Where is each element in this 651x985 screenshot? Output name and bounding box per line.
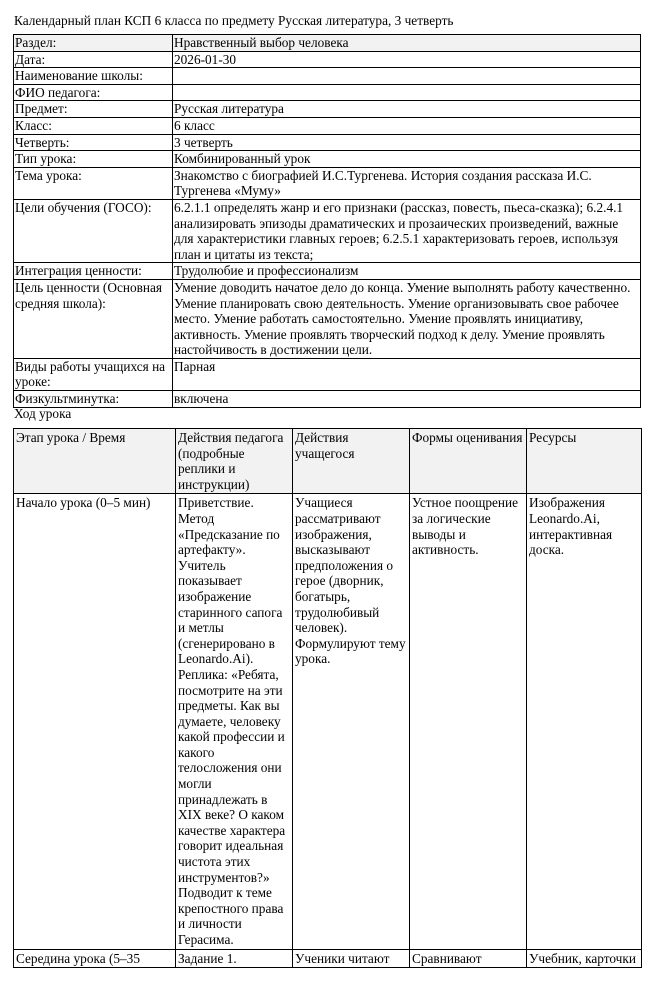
info-row-physical-break xyxy=(14,391,641,408)
lesson-flow-heading: Ход урока xyxy=(14,406,72,421)
info-label: Физкультминутка: xyxy=(14,391,173,408)
info-label: Цель ценности (Основная средняя школа): xyxy=(14,279,173,358)
plan-cell-assessment: Сравнивают xyxy=(410,949,527,968)
info-row-subject xyxy=(14,101,641,118)
info-value: Парная xyxy=(173,358,641,390)
plan-cell-assessment: Устное поощрение за логические выводы и активность. xyxy=(410,494,527,949)
info-label: Раздел: xyxy=(14,35,173,52)
plan-cell-student: Ученики читают xyxy=(293,949,410,968)
info-value: Трудолюбие и профессионализм xyxy=(173,263,641,280)
plan-cell-resources: Изображения Leonardo.Ai, интерактивная доска. xyxy=(527,494,642,949)
document-title: Календарный план КСП 6 класса по предмету Русская литература, 3 четверть xyxy=(14,13,454,28)
info-row-section xyxy=(14,35,641,52)
info-label: Тип урока: xyxy=(14,151,173,168)
plan-header-row xyxy=(14,429,642,494)
plan-header-cell: Ресурсы xyxy=(527,429,642,494)
info-label: Тема урока: xyxy=(14,167,173,199)
info-row-value-goal xyxy=(14,279,641,358)
plan-cell-student: Учащиеся рассматривают изображения, высказывают предположения о герое (дворник, богатырь, трудолюбивый человек). Формулируют тему урока. xyxy=(293,494,410,949)
table-row xyxy=(14,494,642,949)
info-row-value-integration xyxy=(14,263,641,280)
info-label: Наименование школы: xyxy=(14,68,173,85)
info-value: Знакомство с биографией И.С.Тургенева. История создания рассказа И.С. Тургенева «Муму» xyxy=(173,167,641,199)
info-label: Четверть: xyxy=(14,134,173,151)
info-value: 3 четверть xyxy=(173,134,641,151)
info-value: Нравственный выбор человека xyxy=(173,35,641,52)
info-row-date xyxy=(14,51,641,68)
plan-cell-teacher: Приветствие. Метод «Предсказание по артефакту». Учитель показывает изображение старинного сапога и метлы (сгенерировано в Leonardo.Ai). Реплика: «Ребята, посмотрите на эти предметы. Как вы думаете, человеку какой профессии и какого телосложения они могли принадлежать в XIX веке? О каком качестве характера говорит идеальная чистота этих инструментов?» Подводит к теме крепостного права и личности Герасима. xyxy=(176,494,293,949)
info-label: Цели обучения (ГОСО): xyxy=(14,199,173,262)
info-value: 6.2.1.1 определять жанр и его признаки (рассказ, повесть, пьеса-сказка); 6.2.4.1 анализировать эпизоды драматических и прозаических произведений, важные для характеристики главных героев; 6.2.5.1 характеризовать героев, используя план и цитаты из текста; xyxy=(173,199,641,262)
info-label: Виды работы учащихся на уроке: xyxy=(14,358,173,390)
plan-cell-stage: Середина урока (5–35 xyxy=(14,949,176,968)
info-row-topic xyxy=(14,167,641,199)
plan-header-cell: Действия учащегося xyxy=(293,429,410,494)
info-row-school xyxy=(14,68,641,85)
info-value: Умение доводить начатое дело до конца. Умение выполнять работу качественно. Умение планировать свою деятельность. Умение организовывать свое рабочее место. Умение работать самостоятельно. Умение проявлять инициативу, активность. Умение проявлять творческий подход к делу. Умение проявлять настойчивость в достижении цели. xyxy=(173,279,641,358)
plan-header-cell: Этап урока / Время xyxy=(14,429,176,494)
info-label: Дата: xyxy=(14,51,173,68)
plan-cell-stage: Начало урока (0–5 мин) xyxy=(14,494,176,949)
plan-header-cell: Формы оценивания xyxy=(410,429,527,494)
lesson-plan-table xyxy=(13,428,642,968)
info-label: ФИО педагога: xyxy=(14,84,173,101)
info-row-work-types xyxy=(14,358,641,390)
info-row-teacher xyxy=(14,84,641,101)
lesson-info-table xyxy=(13,34,641,408)
info-row-goals xyxy=(14,199,641,262)
info-row-quarter xyxy=(14,134,641,151)
info-label: Класс: xyxy=(14,117,173,134)
info-value: Комбинированный урок xyxy=(173,151,641,168)
plan-cell-resources: Учебник, карточки xyxy=(527,949,642,968)
info-value: включена xyxy=(173,391,641,408)
plan-header-cell: Действия педагога (подробные реплики и инструкции) xyxy=(176,429,293,494)
info-value: 6 класс xyxy=(173,117,641,134)
info-value: 2026-01-30 xyxy=(173,51,641,68)
info-label: Предмет: xyxy=(14,101,173,118)
table-row xyxy=(14,949,642,968)
plan-cell-teacher: Задание 1. xyxy=(176,949,293,968)
info-row-grade xyxy=(14,117,641,134)
info-row-lesson-type xyxy=(14,151,641,168)
info-value xyxy=(173,84,641,101)
info-value: Русская литература xyxy=(173,101,641,118)
info-value xyxy=(173,68,641,85)
info-label: Интеграция ценности: xyxy=(14,263,173,280)
